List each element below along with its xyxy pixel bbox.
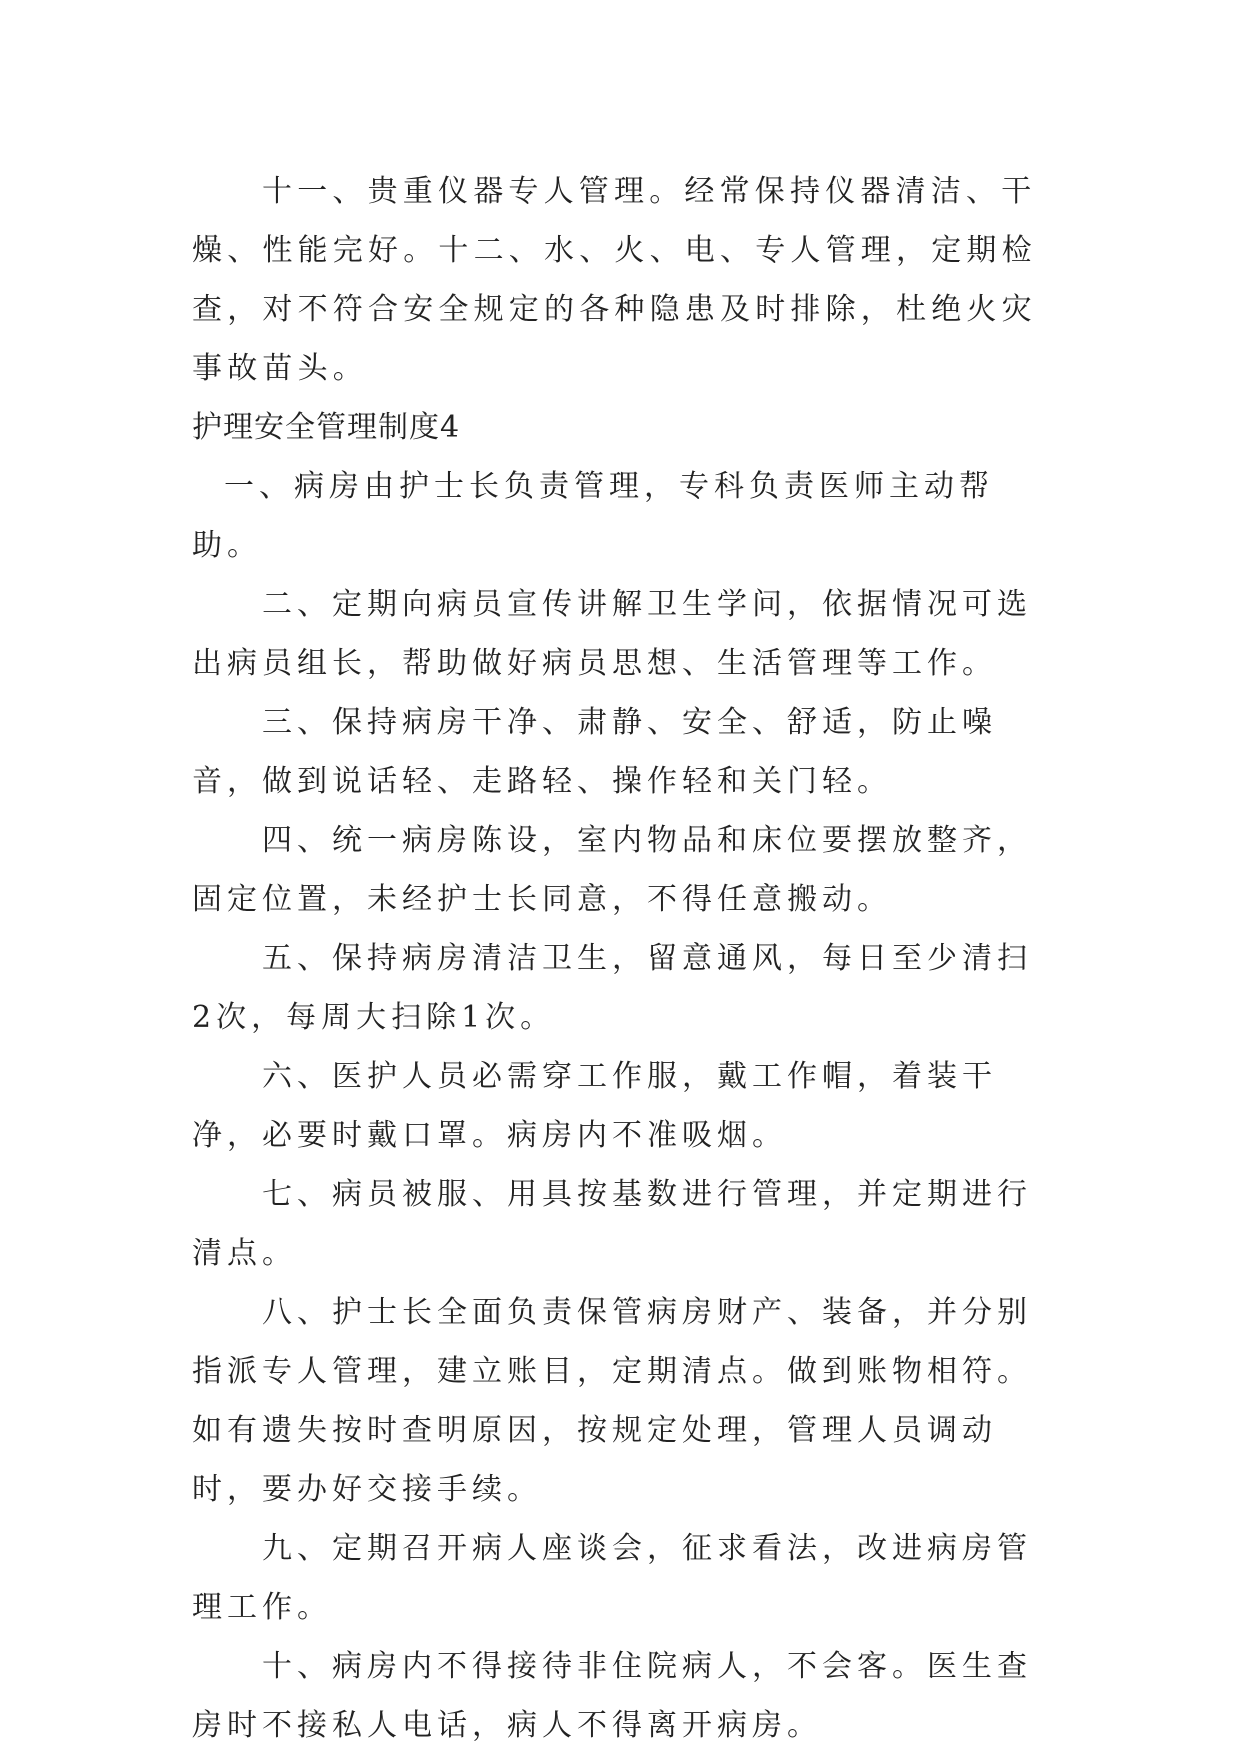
paragraph-valuable-instruments: 十一、贵重仪器专人管理。经常保持仪器清洁、干燥、性能完好。十二、水、火、电、专人管理，定期检查，对不符合安全规定的各种隐患及时排除，杜绝火灾事故苗头。 — [192, 174, 1037, 386]
paragraph-rule-7: 七、病员被服、用具按基数进行管理，并定期进行清点。 — [192, 1177, 1032, 1271]
paragraph-rule-4: 四、统一病房陈设，室内物品和床位要摆放整齐，固定位置，未经护士长同意，不得任意搬动。 — [192, 823, 1032, 917]
paragraph-rule-6: 六、医护人员必需穿工作服，戴工作帽，着装干净，必要时戴口罩。病房内不准吸烟。 — [192, 1059, 997, 1153]
paragraph-rule-8: 八、护士长全面负责保管病房财产、装备，并分别指派专人管理，建立账目，定期清点。做到账物相符。如有遗失按时查明原因，按规定处理，管理人员调动时，要办好交接手续。 — [192, 1295, 1032, 1507]
paragraph-rule-2: 二、定期向病员宣传讲解卫生学问，依据情况可选出病员组长，帮助做好病员思想、生活管理等工作。 — [192, 587, 1032, 681]
paragraph-rule-3: 三、保持病房干净、肃静、安全、舒适，防止噪音，做到说话轻、走路轻、操作轻和关门轻。 — [192, 705, 997, 799]
paragraph-rule-1: 一、病房由护士长负责管理，专科负责医师主动帮助。 — [192, 469, 994, 563]
paragraph-rule-10: 十、病房内不得接待非住院病人，不会客。医生查房时不接私人电话，病人不得离开病房。 — [192, 1649, 1032, 1743]
paragraph-rule-5: 五、保持病房清洁卫生，留意通风，每日至少清扫2次，每周大扫除1次。 — [192, 941, 1032, 1035]
paragraph-rule-9: 九、定期召开病人座谈会，征求看法，改进病房管理工作。 — [192, 1531, 1032, 1625]
document-body — [192, 162, 1052, 1755]
section-heading: 护理安全管理制度4 — [192, 410, 461, 445]
